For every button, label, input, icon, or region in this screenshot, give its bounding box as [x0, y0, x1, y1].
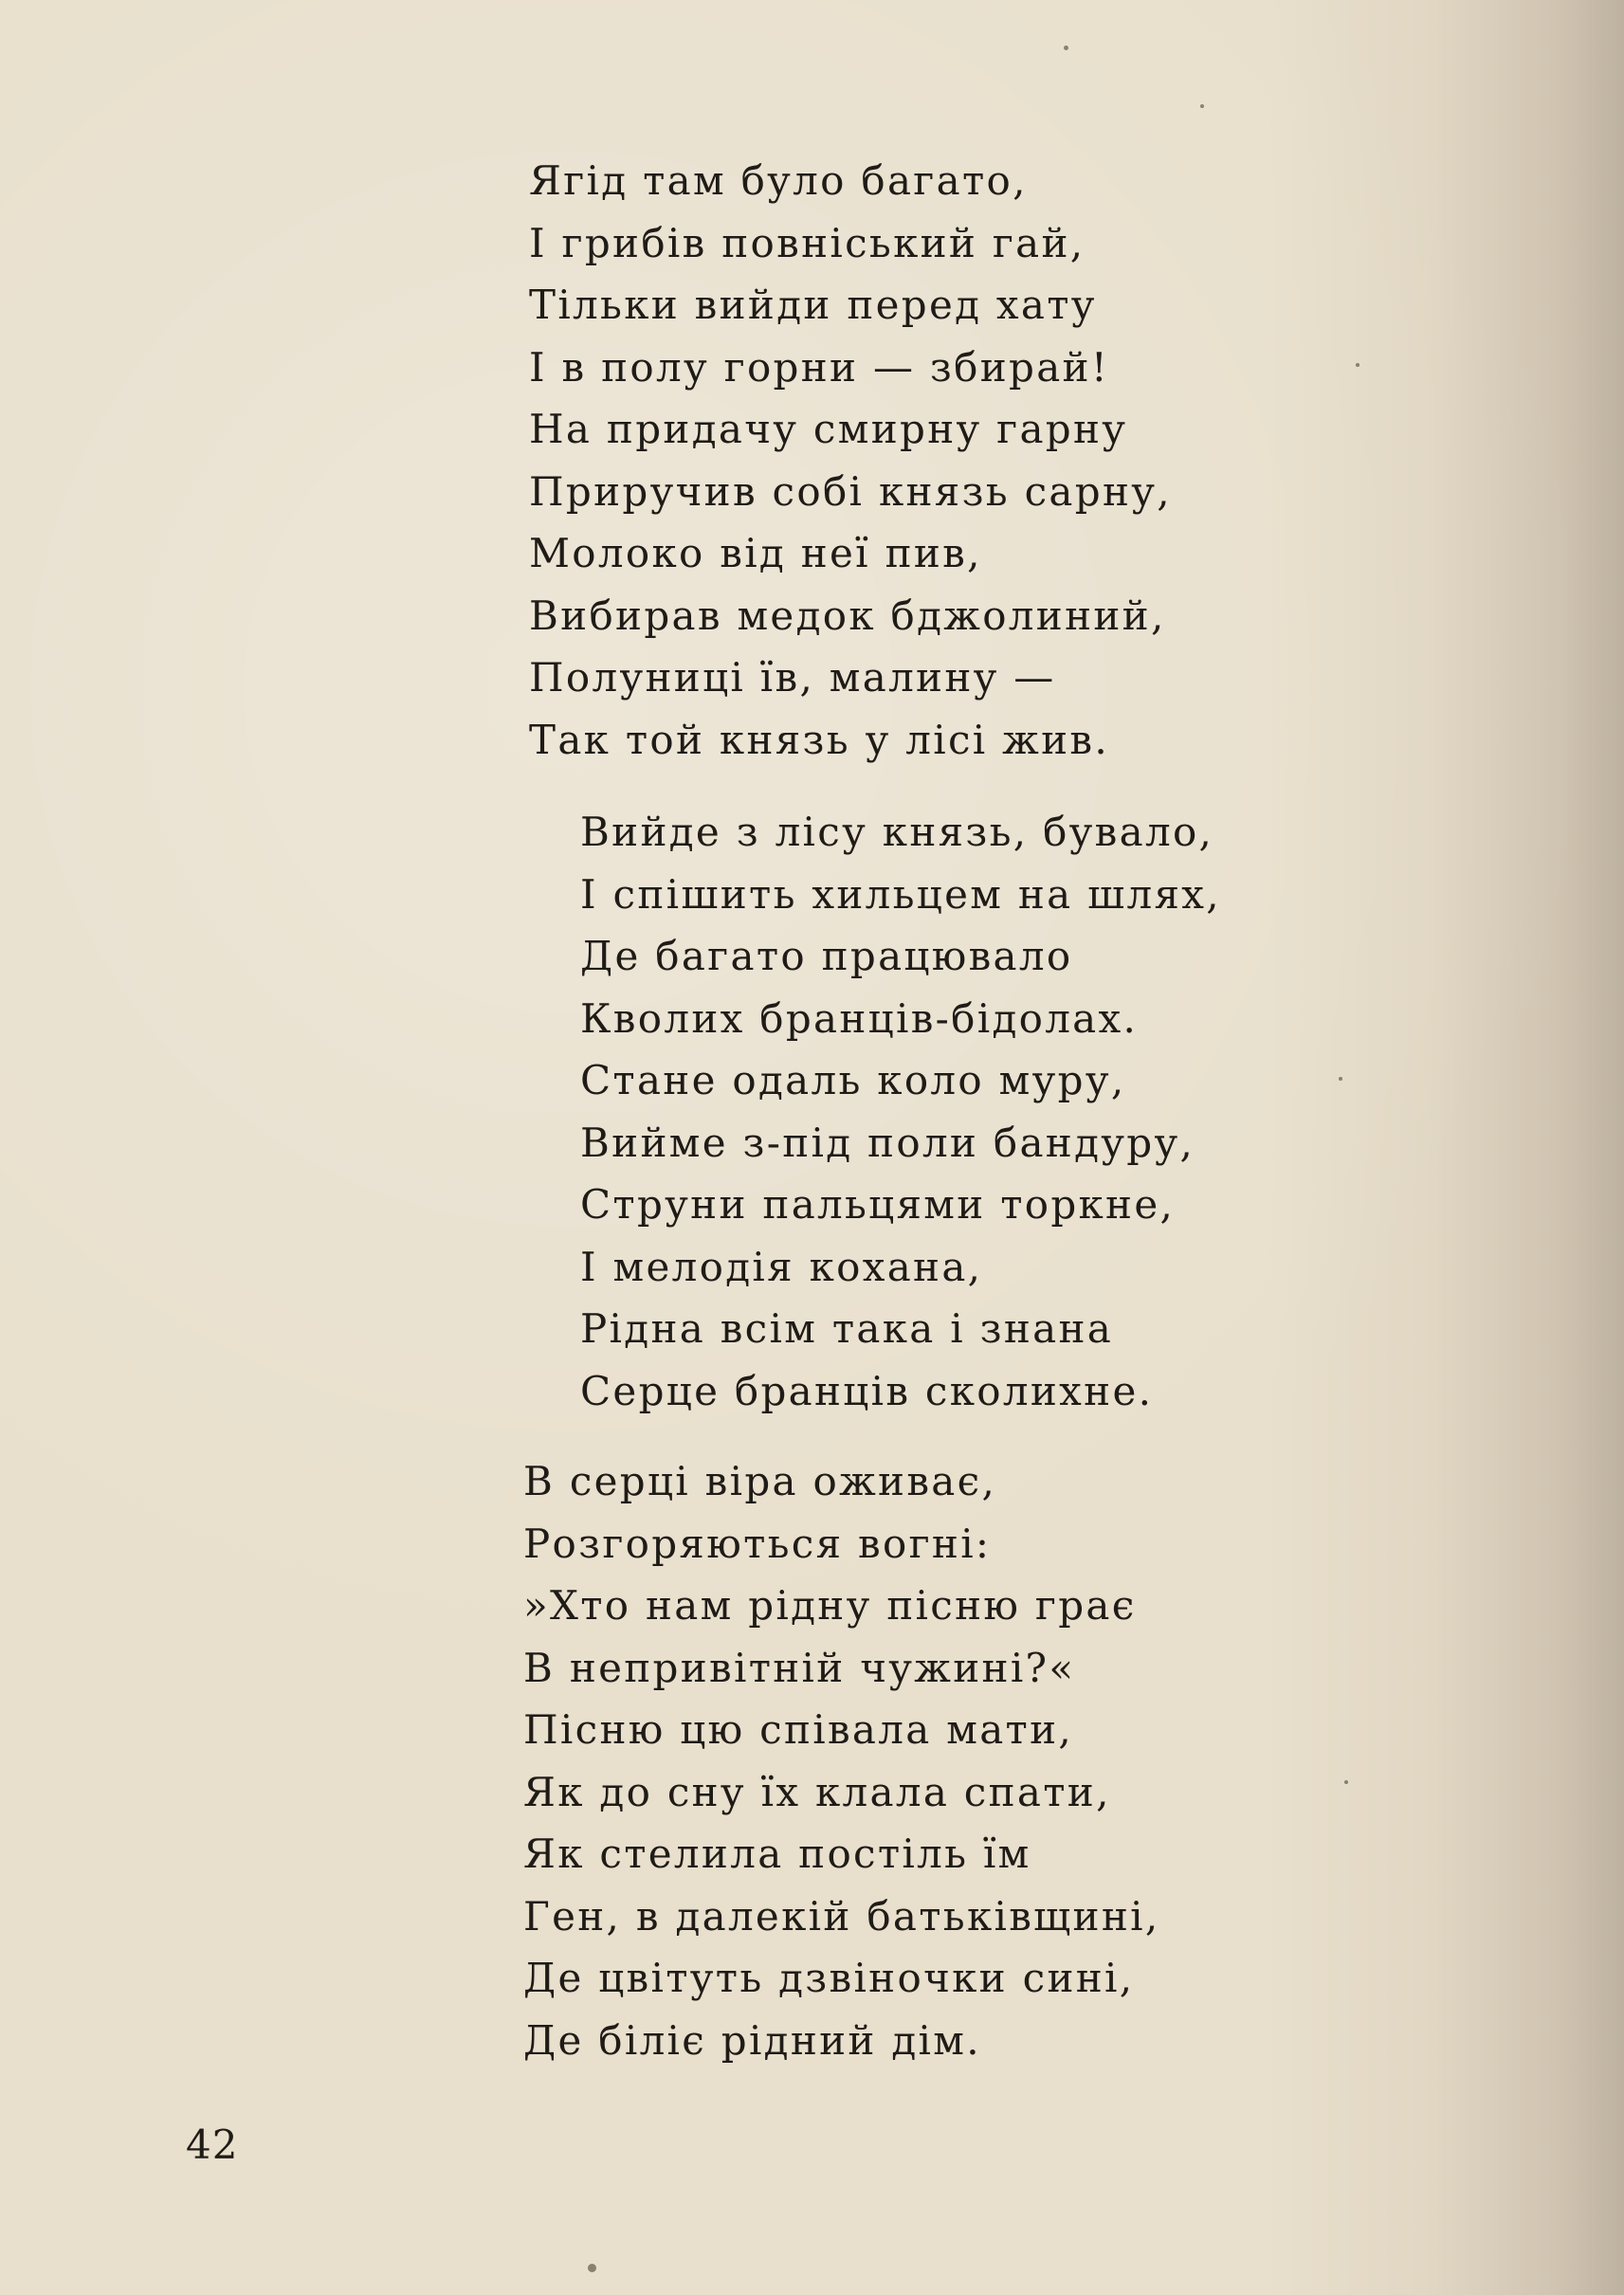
paper-speck: [1356, 363, 1359, 367]
poem-line: Стане одаль коло муру,: [580, 1057, 1126, 1103]
paper-speck: [1064, 46, 1068, 50]
poem-line: І спішить хильцем на шлях,: [580, 870, 1221, 918]
poem-line: Струни пальцями торкне,: [580, 1181, 1176, 1228]
poem-line: Як стелила постіль їм: [523, 1831, 1031, 1877]
poem-line: В серці віра оживає,: [523, 1458, 997, 1504]
poem-line: В непривітній чужині?«: [523, 1644, 1076, 1691]
poem-line: Так той князь у лісі жив.: [529, 716, 1109, 763]
poem-line: Вибирав медок бджолиний,: [529, 592, 1166, 639]
paper-speck: [1339, 1077, 1342, 1081]
poem-line: Ягід там було багато,: [529, 157, 1028, 204]
poem-line: Де біліє рідний дім.: [523, 2016, 981, 2064]
poem-line: Молоко від неї пив,: [529, 530, 982, 576]
poem-line: Пісню цю співала мати,: [523, 1706, 1074, 1753]
poem-line: На придачу смирну гарну: [529, 406, 1128, 452]
poem-line: Тільки вийди перед хату: [529, 282, 1097, 328]
stanza-3: [523, 1450, 1160, 2071]
poem-line: Серце бранців сколихне.: [580, 1367, 1154, 1414]
poem-line: І мелодія кохана,: [580, 1243, 983, 1290]
poem-line: Як до сну їх клала спати,: [523, 1768, 1111, 1815]
paper-speck: [588, 2264, 596, 2272]
poem-line: Приручив собі князь сарну,: [529, 467, 1172, 515]
poem-line: Полуниці їв, малину —: [529, 654, 1056, 701]
poem-line: Де багато працювало: [580, 933, 1073, 979]
stanza-1: [529, 150, 1172, 771]
paper-speck: [1200, 104, 1204, 108]
poem-line: Рідна всім така і знана: [580, 1305, 1114, 1352]
poem-line: Вийме з-під поли бандуру,: [580, 1119, 1195, 1166]
poem-line: Де цвітуть дзвіночки сині,: [523, 1955, 1135, 2001]
page-number: 42: [186, 2122, 239, 2168]
poem-line: І грибів повніський гай,: [529, 219, 1086, 266]
poem-line: »Хто нам рідну пісню грає: [523, 1582, 1137, 1629]
paper-speck: [1344, 1780, 1348, 1784]
poem-line: І в полу горни — збирай!: [529, 343, 1110, 391]
poem-line: Кволих бранців-бідолах.: [580, 994, 1139, 1042]
poem-line: Вийде з лісу князь, бувало,: [580, 809, 1214, 855]
stanza-2: [580, 801, 1221, 1422]
poem-line: Розгоряються вогні:: [523, 1520, 992, 1567]
poem-line: Ген, в далекій батьківщині,: [523, 1892, 1160, 1940]
